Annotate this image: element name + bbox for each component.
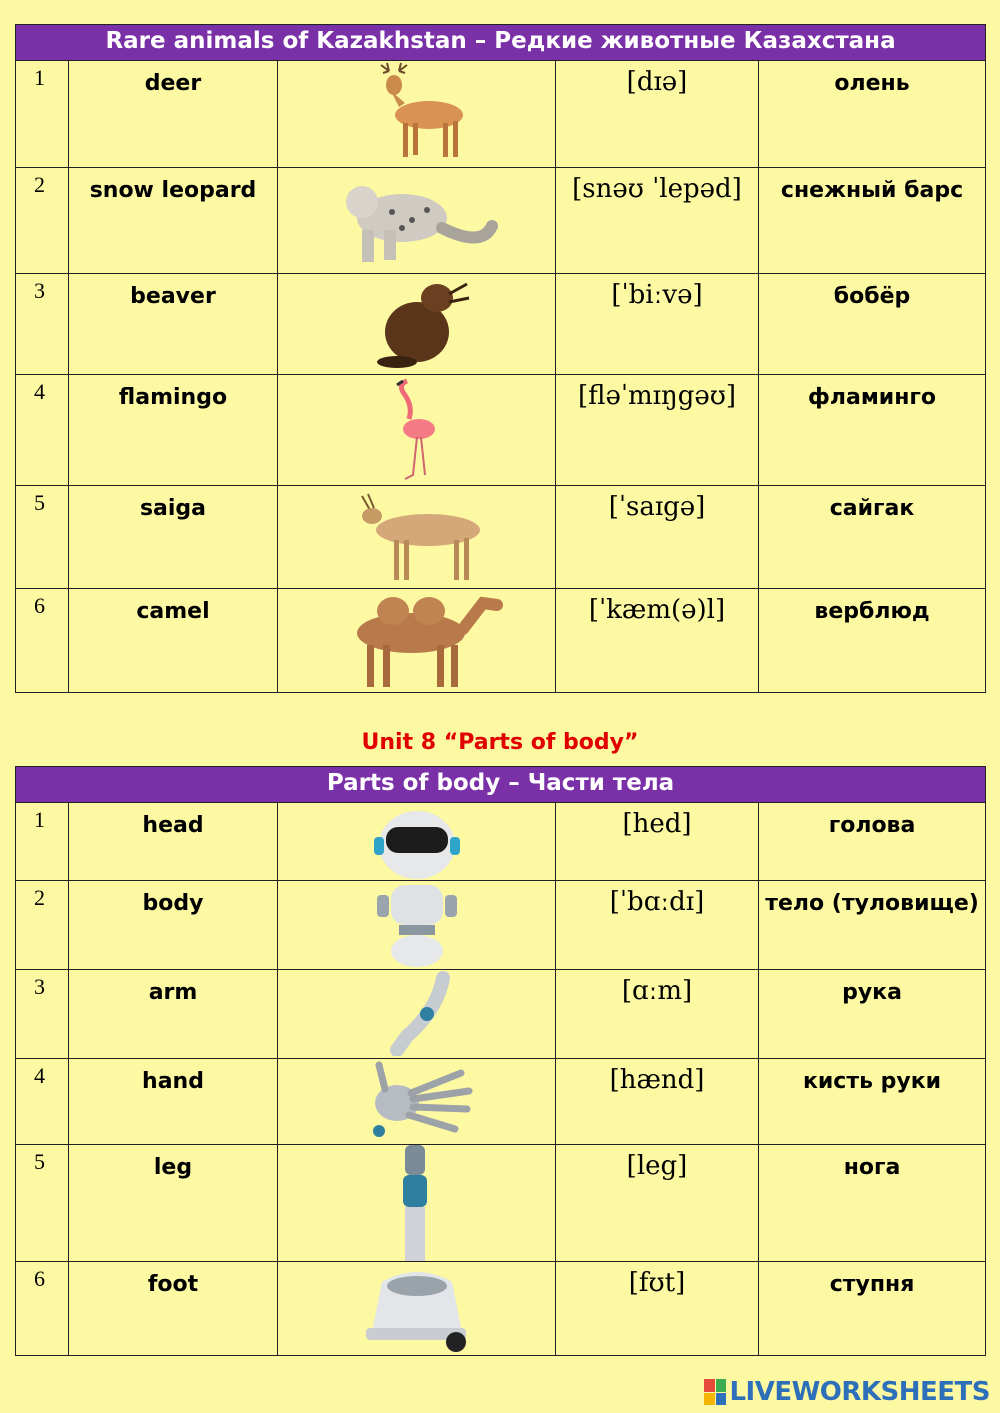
row-word: hand: [69, 1059, 278, 1145]
row-word: beaver: [69, 274, 278, 375]
row-word: saiga: [69, 486, 278, 589]
row-ipa: [dɪə]: [556, 61, 759, 168]
table-row: [16, 589, 986, 693]
row-translation: фламинго: [759, 375, 986, 486]
table-row: [16, 375, 986, 486]
row-word: arm: [69, 970, 278, 1059]
row-translation: сайгак: [759, 486, 986, 589]
row-ipa: [ˈbiːvə]: [556, 274, 759, 375]
row-ipa: [leg]: [556, 1145, 759, 1262]
row-translation: рука: [759, 970, 986, 1059]
table-row: [16, 1262, 986, 1356]
deer-picture: [278, 61, 556, 168]
table-row: [16, 1059, 986, 1145]
logo-text: LIVEWORKSHEETS: [729, 1377, 990, 1407]
camel-picture: [278, 589, 556, 693]
robot-body-picture: [278, 881, 556, 970]
row-word: snow leopard: [69, 168, 278, 274]
row-number: 4: [16, 375, 69, 486]
row-number: 3: [16, 274, 69, 375]
row-word: leg: [69, 1145, 278, 1262]
liveworksheets-logo[interactable]: [704, 1377, 990, 1407]
body-parts-table: [15, 766, 986, 1356]
row-ipa: [snəʊ ˈlepəd]: [556, 168, 759, 274]
row-number: 2: [16, 168, 69, 274]
row-ipa: [fʊt]: [556, 1262, 759, 1356]
row-translation: бобёр: [759, 274, 986, 375]
row-translation: голова: [759, 803, 986, 881]
robot-head-picture: [278, 803, 556, 881]
row-ipa: [hænd]: [556, 1059, 759, 1145]
row-number: 1: [16, 61, 69, 168]
row-word: head: [69, 803, 278, 881]
row-ipa: [ɑːm]: [556, 970, 759, 1059]
snow-leopard-picture: [278, 168, 556, 274]
table-row: [16, 803, 986, 881]
table-row: [16, 168, 986, 274]
beaver-picture: [278, 274, 556, 375]
row-word: foot: [69, 1262, 278, 1356]
robot-arm-picture: [278, 970, 556, 1059]
row-translation: снежный барс: [759, 168, 986, 274]
row-word: camel: [69, 589, 278, 693]
table-row: [16, 1145, 986, 1262]
row-ipa: [ˈbɑːdɪ]: [556, 881, 759, 970]
row-ipa: [hed]: [556, 803, 759, 881]
row-translation: верблюд: [759, 589, 986, 693]
animals-table: [15, 24, 986, 693]
row-number: 1: [16, 803, 69, 881]
flamingo-picture: [278, 375, 556, 486]
row-number: 4: [16, 1059, 69, 1145]
row-ipa: [ˈsaɪgə]: [556, 486, 759, 589]
row-word: deer: [69, 61, 278, 168]
row-translation: тело (туловище): [759, 881, 986, 970]
row-word: body: [69, 881, 278, 970]
row-translation: нога: [759, 1145, 986, 1262]
robot-foot-picture: [278, 1262, 556, 1356]
table-row: [16, 274, 986, 375]
table-row: [16, 881, 986, 970]
unit-title: Unit 8 “Parts of body”: [361, 730, 639, 755]
animals-table-header: Rare animals of Kazakhstan – Редкие животные Казахстана: [16, 25, 986, 61]
row-translation: ступня: [759, 1262, 986, 1356]
row-ipa: [ˈkæm(ə)l]: [556, 589, 759, 693]
robot-hand-picture: [278, 1059, 556, 1145]
row-number: 2: [16, 881, 69, 970]
row-number: 6: [16, 589, 69, 693]
row-translation: кисть руки: [759, 1059, 986, 1145]
row-ipa: [fləˈmɪŋgəʊ]: [556, 375, 759, 486]
row-translation: олень: [759, 61, 986, 168]
saiga-picture: [278, 486, 556, 589]
row-number: 3: [16, 970, 69, 1059]
table-row: [16, 61, 986, 168]
row-number: 5: [16, 1145, 69, 1262]
row-number: 5: [16, 486, 69, 589]
row-word: flamingo: [69, 375, 278, 486]
body-parts-table-header: Parts of body – Части тела: [16, 767, 986, 803]
table-row: [16, 486, 986, 589]
logo-mark-icon: [704, 1379, 726, 1405]
row-number: 6: [16, 1262, 69, 1356]
table-row: [16, 970, 986, 1059]
robot-leg-picture: [278, 1145, 556, 1262]
